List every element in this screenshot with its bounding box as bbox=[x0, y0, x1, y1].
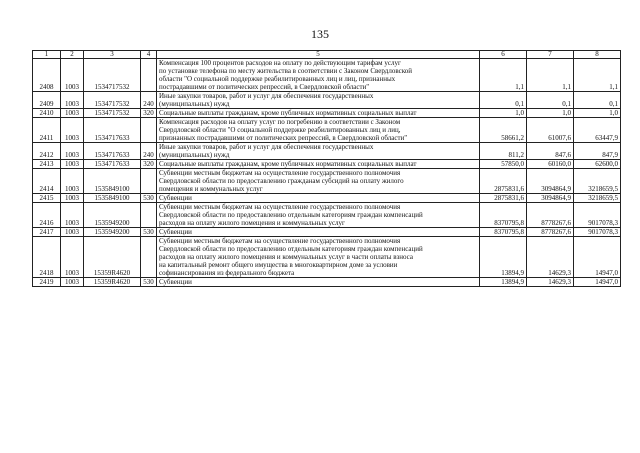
target-article-code: 1534717633 bbox=[84, 143, 141, 160]
expense-type-code: 320 bbox=[141, 160, 157, 169]
amount-year-1: 8370795,8 bbox=[480, 203, 527, 228]
expense-type-code: 530 bbox=[141, 228, 157, 237]
description-cell bbox=[157, 92, 480, 109]
amount-year-3: 14947,0 bbox=[574, 278, 621, 287]
header-row bbox=[33, 51, 621, 59]
row-number: 2409 bbox=[33, 92, 61, 109]
description-line: по установке телефона по месту жительства в соответствии с Законом Свердловской bbox=[159, 67, 413, 75]
header-cell: 6 bbox=[480, 51, 527, 59]
amount-year-1: 2875831,6 bbox=[480, 169, 527, 194]
header-cell: 7 bbox=[527, 51, 574, 59]
description-line: Свердловской области по предоставлению гражданам субсидий на оплату жилого bbox=[159, 177, 404, 185]
description-cell bbox=[157, 194, 480, 203]
expense-type-code: 530 bbox=[141, 194, 157, 203]
description-cell bbox=[157, 118, 480, 143]
expense-type-code bbox=[141, 118, 157, 143]
table-row bbox=[33, 203, 621, 228]
row-number: 2413 bbox=[33, 160, 61, 169]
description-line: Компенсация 100 процентов расходов на оплату по действующим тарифам услуг bbox=[159, 59, 401, 67]
expense-type-code bbox=[141, 203, 157, 228]
amount-year-2: 14629,3 bbox=[527, 237, 574, 278]
amount-year-1: 0,1 bbox=[480, 92, 527, 109]
amount-year-2: 14629,3 bbox=[527, 278, 574, 287]
description-line: Социальные выплаты гражданам, кроме публичных нормативных социальных выплат bbox=[159, 109, 417, 117]
expense-type-code bbox=[141, 59, 157, 92]
table-row bbox=[33, 169, 621, 194]
amount-year-3: 1,1 bbox=[574, 59, 621, 92]
amount-year-2: 8778267,6 bbox=[527, 203, 574, 228]
description-cell bbox=[157, 169, 480, 194]
target-article-code: 1534717532 bbox=[84, 109, 141, 118]
header-cell: 8 bbox=[574, 51, 621, 59]
row-number: 2416 bbox=[33, 203, 61, 228]
amount-year-3: 847,9 bbox=[574, 143, 621, 160]
description-line: (муниципальных) нужд bbox=[159, 151, 230, 159]
header-cell: 2 bbox=[61, 51, 84, 59]
description-line: Компенсация расходов на оплату услуг по погребению в соответствии с Законом bbox=[159, 118, 401, 126]
description-line: Субвенции местным бюджетам на осуществление государственного полномочия bbox=[159, 169, 401, 177]
target-article-code: 1535949200 bbox=[84, 228, 141, 237]
header-cell: 5 bbox=[157, 51, 480, 59]
amount-year-2: 3094864,9 bbox=[527, 194, 574, 203]
description-line: признанных пострадавшими от политических репрессий, в Свердловской области" bbox=[159, 134, 408, 142]
description-line: пострадавшими от политических репрессий, в Свердловской области" bbox=[159, 83, 370, 91]
target-article-code: 1535949200 bbox=[84, 203, 141, 228]
section-code: 1003 bbox=[61, 169, 84, 194]
amount-year-2: 8778267,6 bbox=[527, 228, 574, 237]
section-code: 1003 bbox=[61, 278, 84, 287]
description-line: на капитальный ремонт общего имущества в многоквартирном доме за условии bbox=[159, 261, 398, 269]
amount-year-3: 0,1 bbox=[574, 92, 621, 109]
expense-type-code bbox=[141, 237, 157, 278]
budget-table bbox=[32, 50, 621, 287]
row-number: 2410 bbox=[33, 109, 61, 118]
section-code: 1003 bbox=[61, 92, 84, 109]
header-cell: 4 bbox=[141, 51, 157, 59]
description-line: расходов на оплату жилого помещения и коммунальных услуг bbox=[159, 219, 345, 227]
page-number: 135 bbox=[311, 27, 329, 41]
table-row bbox=[33, 228, 621, 237]
expense-type-code: 240 bbox=[141, 143, 157, 160]
section-code: 1003 bbox=[61, 118, 84, 143]
amount-year-1: 1,0 bbox=[480, 109, 527, 118]
amount-year-2: 1,0 bbox=[527, 109, 574, 118]
description-cell bbox=[157, 109, 480, 118]
description-line: области "О социальной поддержке реабилитированных лиц и лиц, признанных bbox=[159, 75, 396, 83]
description-line: софинансирования из федерального бюджета bbox=[159, 269, 295, 277]
description-line: (муниципальных) нужд bbox=[159, 100, 230, 108]
description-cell bbox=[157, 160, 480, 169]
section-code: 1003 bbox=[61, 160, 84, 169]
amount-year-1: 2875831,6 bbox=[480, 194, 527, 203]
target-article-code: 15359R4620 bbox=[84, 237, 141, 278]
table-row bbox=[33, 194, 621, 203]
amount-year-1: 811,2 bbox=[480, 143, 527, 160]
target-article-code: 1534717532 bbox=[84, 59, 141, 92]
expense-type-code bbox=[141, 169, 157, 194]
table-row bbox=[33, 109, 621, 118]
description-line: Социальные выплаты гражданам, кроме публичных нормативных социальных выплат bbox=[159, 160, 417, 168]
amount-year-1: 13894,9 bbox=[480, 237, 527, 278]
amount-year-1: 58661,2 bbox=[480, 118, 527, 143]
section-code: 1003 bbox=[61, 228, 84, 237]
section-code: 1003 bbox=[61, 203, 84, 228]
amount-year-2: 61007,6 bbox=[527, 118, 574, 143]
amount-year-2: 847,6 bbox=[527, 143, 574, 160]
amount-year-1: 57850,0 bbox=[480, 160, 527, 169]
description-line: Субвенции bbox=[159, 278, 192, 286]
target-article-code: 1535849100 bbox=[84, 169, 141, 194]
description-line: расходов на оплату жилого помещения и коммунальных услуг в части оплаты взноса bbox=[159, 253, 413, 261]
section-code: 1003 bbox=[61, 59, 84, 92]
table-row bbox=[33, 160, 621, 169]
amount-year-3: 9017078,3 bbox=[574, 228, 621, 237]
description-line: Субвенции местным бюджетам на осуществление государственного полномочия bbox=[159, 203, 401, 211]
description-cell bbox=[157, 278, 480, 287]
amount-year-1: 13894,9 bbox=[480, 278, 527, 287]
row-number: 2417 bbox=[33, 228, 61, 237]
row-number: 2408 bbox=[33, 59, 61, 92]
amount-year-3: 1,0 bbox=[574, 109, 621, 118]
target-article-code: 1535849100 bbox=[84, 194, 141, 203]
amount-year-2: 3094864,9 bbox=[527, 169, 574, 194]
amount-year-3: 62600,0 bbox=[574, 160, 621, 169]
table-row bbox=[33, 278, 621, 287]
row-number: 2419 bbox=[33, 278, 61, 287]
description-cell bbox=[157, 59, 480, 92]
expense-type-code: 320 bbox=[141, 109, 157, 118]
description-line: Свердловской области "О социальной поддержке реабилитированных лиц и лиц, bbox=[159, 126, 401, 134]
description-line: Свердловской области по предоставлению отдельным категориям граждан компенсаций bbox=[159, 245, 423, 253]
amount-year-1: 1,1 bbox=[480, 59, 527, 92]
row-number: 2412 bbox=[33, 143, 61, 160]
description-cell bbox=[157, 228, 480, 237]
section-code: 1003 bbox=[61, 109, 84, 118]
table-row bbox=[33, 59, 621, 92]
table-row bbox=[33, 92, 621, 109]
header-cell: 1 bbox=[33, 51, 61, 59]
table-row bbox=[33, 237, 621, 278]
header-cell: 3 bbox=[84, 51, 141, 59]
amount-year-3: 3218659,5 bbox=[574, 169, 621, 194]
amount-year-3: 3218659,5 bbox=[574, 194, 621, 203]
amount-year-1: 8370795,8 bbox=[480, 228, 527, 237]
target-article-code: 1534717633 bbox=[84, 118, 141, 143]
amount-year-3: 14947,0 bbox=[574, 237, 621, 278]
amount-year-3: 9017078,3 bbox=[574, 203, 621, 228]
description-cell bbox=[157, 143, 480, 160]
description-line: Иные закупки товаров, работ и услуг для обеспечения государственных bbox=[159, 92, 374, 100]
table-row bbox=[33, 143, 621, 160]
target-article-code: 15359R4620 bbox=[84, 278, 141, 287]
description-cell bbox=[157, 203, 480, 228]
description-line: Субвенции bbox=[159, 194, 192, 202]
expense-type-code: 240 bbox=[141, 92, 157, 109]
description-line: помещения и коммунальных услуг bbox=[159, 185, 263, 193]
target-article-code: 1534717633 bbox=[84, 160, 141, 169]
row-number: 2418 bbox=[33, 237, 61, 278]
section-code: 1003 bbox=[61, 194, 84, 203]
expense-type-code: 530 bbox=[141, 278, 157, 287]
description-line: Субвенции местным бюджетам на осуществление государственного полномочия bbox=[159, 237, 401, 245]
description-line: Субвенции bbox=[159, 228, 192, 236]
table-row bbox=[33, 118, 621, 143]
row-number: 2415 bbox=[33, 194, 61, 203]
row-number: 2414 bbox=[33, 169, 61, 194]
amount-year-2: 60160,0 bbox=[527, 160, 574, 169]
amount-year-3: 63447,9 bbox=[574, 118, 621, 143]
description-cell bbox=[157, 237, 480, 278]
description-line: Иные закупки товаров, работ и услуг для обеспечения государственных bbox=[159, 143, 374, 151]
section-code: 1003 bbox=[61, 237, 84, 278]
amount-year-2: 1,1 bbox=[527, 59, 574, 92]
description-line: Свердловской области по предоставлению отдельным категориям граждан компенсаций bbox=[159, 211, 423, 219]
row-number: 2411 bbox=[33, 118, 61, 143]
target-article-code: 1534717532 bbox=[84, 92, 141, 109]
amount-year-2: 0,1 bbox=[527, 92, 574, 109]
section-code: 1003 bbox=[61, 143, 84, 160]
